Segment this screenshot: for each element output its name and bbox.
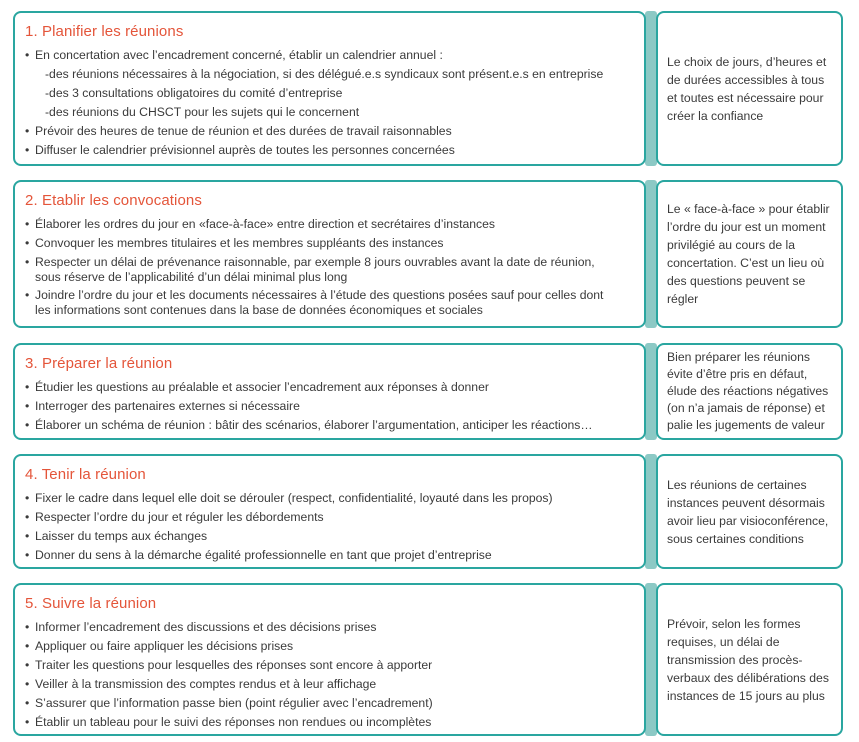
step-1-title: 1. Planifier les réunions xyxy=(25,23,184,40)
step-5-note-box xyxy=(656,583,843,736)
step-5-item-5: • S’assurer que l’information passe bien (point régulier avec l’encadrement) xyxy=(25,696,433,710)
step-2-item-1: • Élaborer les ordres du jour en «face-à-face» entre direction et secrétaires d’instances xyxy=(25,217,495,231)
step-5-item-2: • Appliquer ou faire appliquer les décisions prises xyxy=(25,639,294,653)
step-5-item-6: • Établir un tableau pour le suivi des réponses non rendues ou incomplètes xyxy=(25,715,432,729)
step-2-item-3: • Respecter un délai de prévenance raisonnable, par exemple 8 jours ouvrables avant la date de réunion, sous réserve de l’applicabilité d’un délai minimal plus long xyxy=(25,255,595,284)
step-4-item-3: • Laisser du temps aux échanges xyxy=(25,529,208,543)
step-4-note: Les réunions de certaines instances peuvent désormais avoir lieu par visioconférence, sous certaines conditions xyxy=(667,477,829,546)
step-3-note: Bien préparer les réunions évite d’être pris en défaut, élude des réactions négatives (on n’a jamais de réponse) et palie les jugements de valeur xyxy=(667,350,829,432)
step-3-item-1: • Étudier les questions au préalable et associer l’encadrement aux réponses à donner xyxy=(25,380,489,394)
step-2-title: 2. Etablir les convocations xyxy=(25,192,202,209)
step-2-item-4: • Joindre l’ordre du jour et les documents nécessaires à l’étude des questions posées sauf pour celles dont les informations sont contenues dans la base de données économiques et sociales xyxy=(25,288,604,317)
step-1-item-2: • Prévoir des heures de tenue de réunion et des durées de travail raisonnables xyxy=(25,124,452,138)
step-1-note-box xyxy=(656,11,843,166)
step-5-title: 5. Suivre la réunion xyxy=(25,595,157,612)
step-1-note: Le choix de jours, d’heures et de durées accessibles à tous et toutes est nécessaire pour créer la confiance xyxy=(667,54,827,123)
step-5-note: Prévoir, selon les formes requises, un délai de transmission des procès-verbaux des délibérations des instances de 15 jours au plus xyxy=(667,616,829,703)
step-5-item-1: • Informer l’encadrement des discussions et des décisions prises xyxy=(25,620,377,634)
step-1-item-1: • En concertation avec l’encadrement concerné, établir un calendrier annuel : xyxy=(25,48,443,62)
step-4-note-box xyxy=(656,454,843,569)
step-3-item-2: • Interroger des partenaires externes si nécessaire xyxy=(25,399,300,413)
step-1-subitem-2: -des 3 consultations obligatoires du comité d’entreprise xyxy=(45,86,343,100)
step-1-item-3: • Diffuser le calendrier prévisionnel auprès de toutes les personnes concernées xyxy=(25,143,455,157)
step-4-box xyxy=(13,454,646,569)
step-4-item-2: • Respecter l’ordre du jour et réguler les débordements xyxy=(25,510,324,524)
step-2-note: Le « face-à-face » pour établir l’ordre du jour est un moment privilégié au cours de la concertation. C’est un lieu où des questions peuvent se régler xyxy=(667,202,830,306)
step-1-subitem-3: -des réunions du CHSCT pour les sujets qui le concernent xyxy=(45,105,360,119)
step-2-box xyxy=(13,180,646,328)
step-1-box xyxy=(13,11,646,166)
step-1-subitem-1: -des réunions nécessaires à la négociation, si des délégué.e.s syndicaux sont présent.e.s en entreprise xyxy=(45,67,604,81)
step-5-item-3: • Traiter les questions pour lesquelles des réponses sont encore à apporter xyxy=(25,658,433,672)
step-2-item-2: • Convoquer les membres titulaires et les membres suppléants des instances xyxy=(25,236,444,250)
step-4-item-4: • Donner du sens à la démarche égalité professionnelle en tant que projet d’entreprise xyxy=(25,548,492,562)
step-5-box xyxy=(13,583,646,736)
step-3-box xyxy=(13,343,646,440)
step-3-title: 3. Préparer la réunion xyxy=(25,355,173,372)
step-3-note-box xyxy=(656,343,843,440)
step-4-item-1: • Fixer le cadre dans lequel elle doit se dérouler (respect, confidentialité, loyauté dans les propos) xyxy=(25,491,553,505)
step-5-item-4: • Veiller à la transmission des comptes rendus et à leur affichage xyxy=(25,677,377,691)
step-4-title: 4. Tenir la réunion xyxy=(25,466,146,483)
step-2-note-box xyxy=(656,180,843,328)
step-3-item-3: • Élaborer un schéma de réunion : bâtir des scénarios, élaborer l’argumentation, anticiper les réactions… xyxy=(25,418,593,432)
